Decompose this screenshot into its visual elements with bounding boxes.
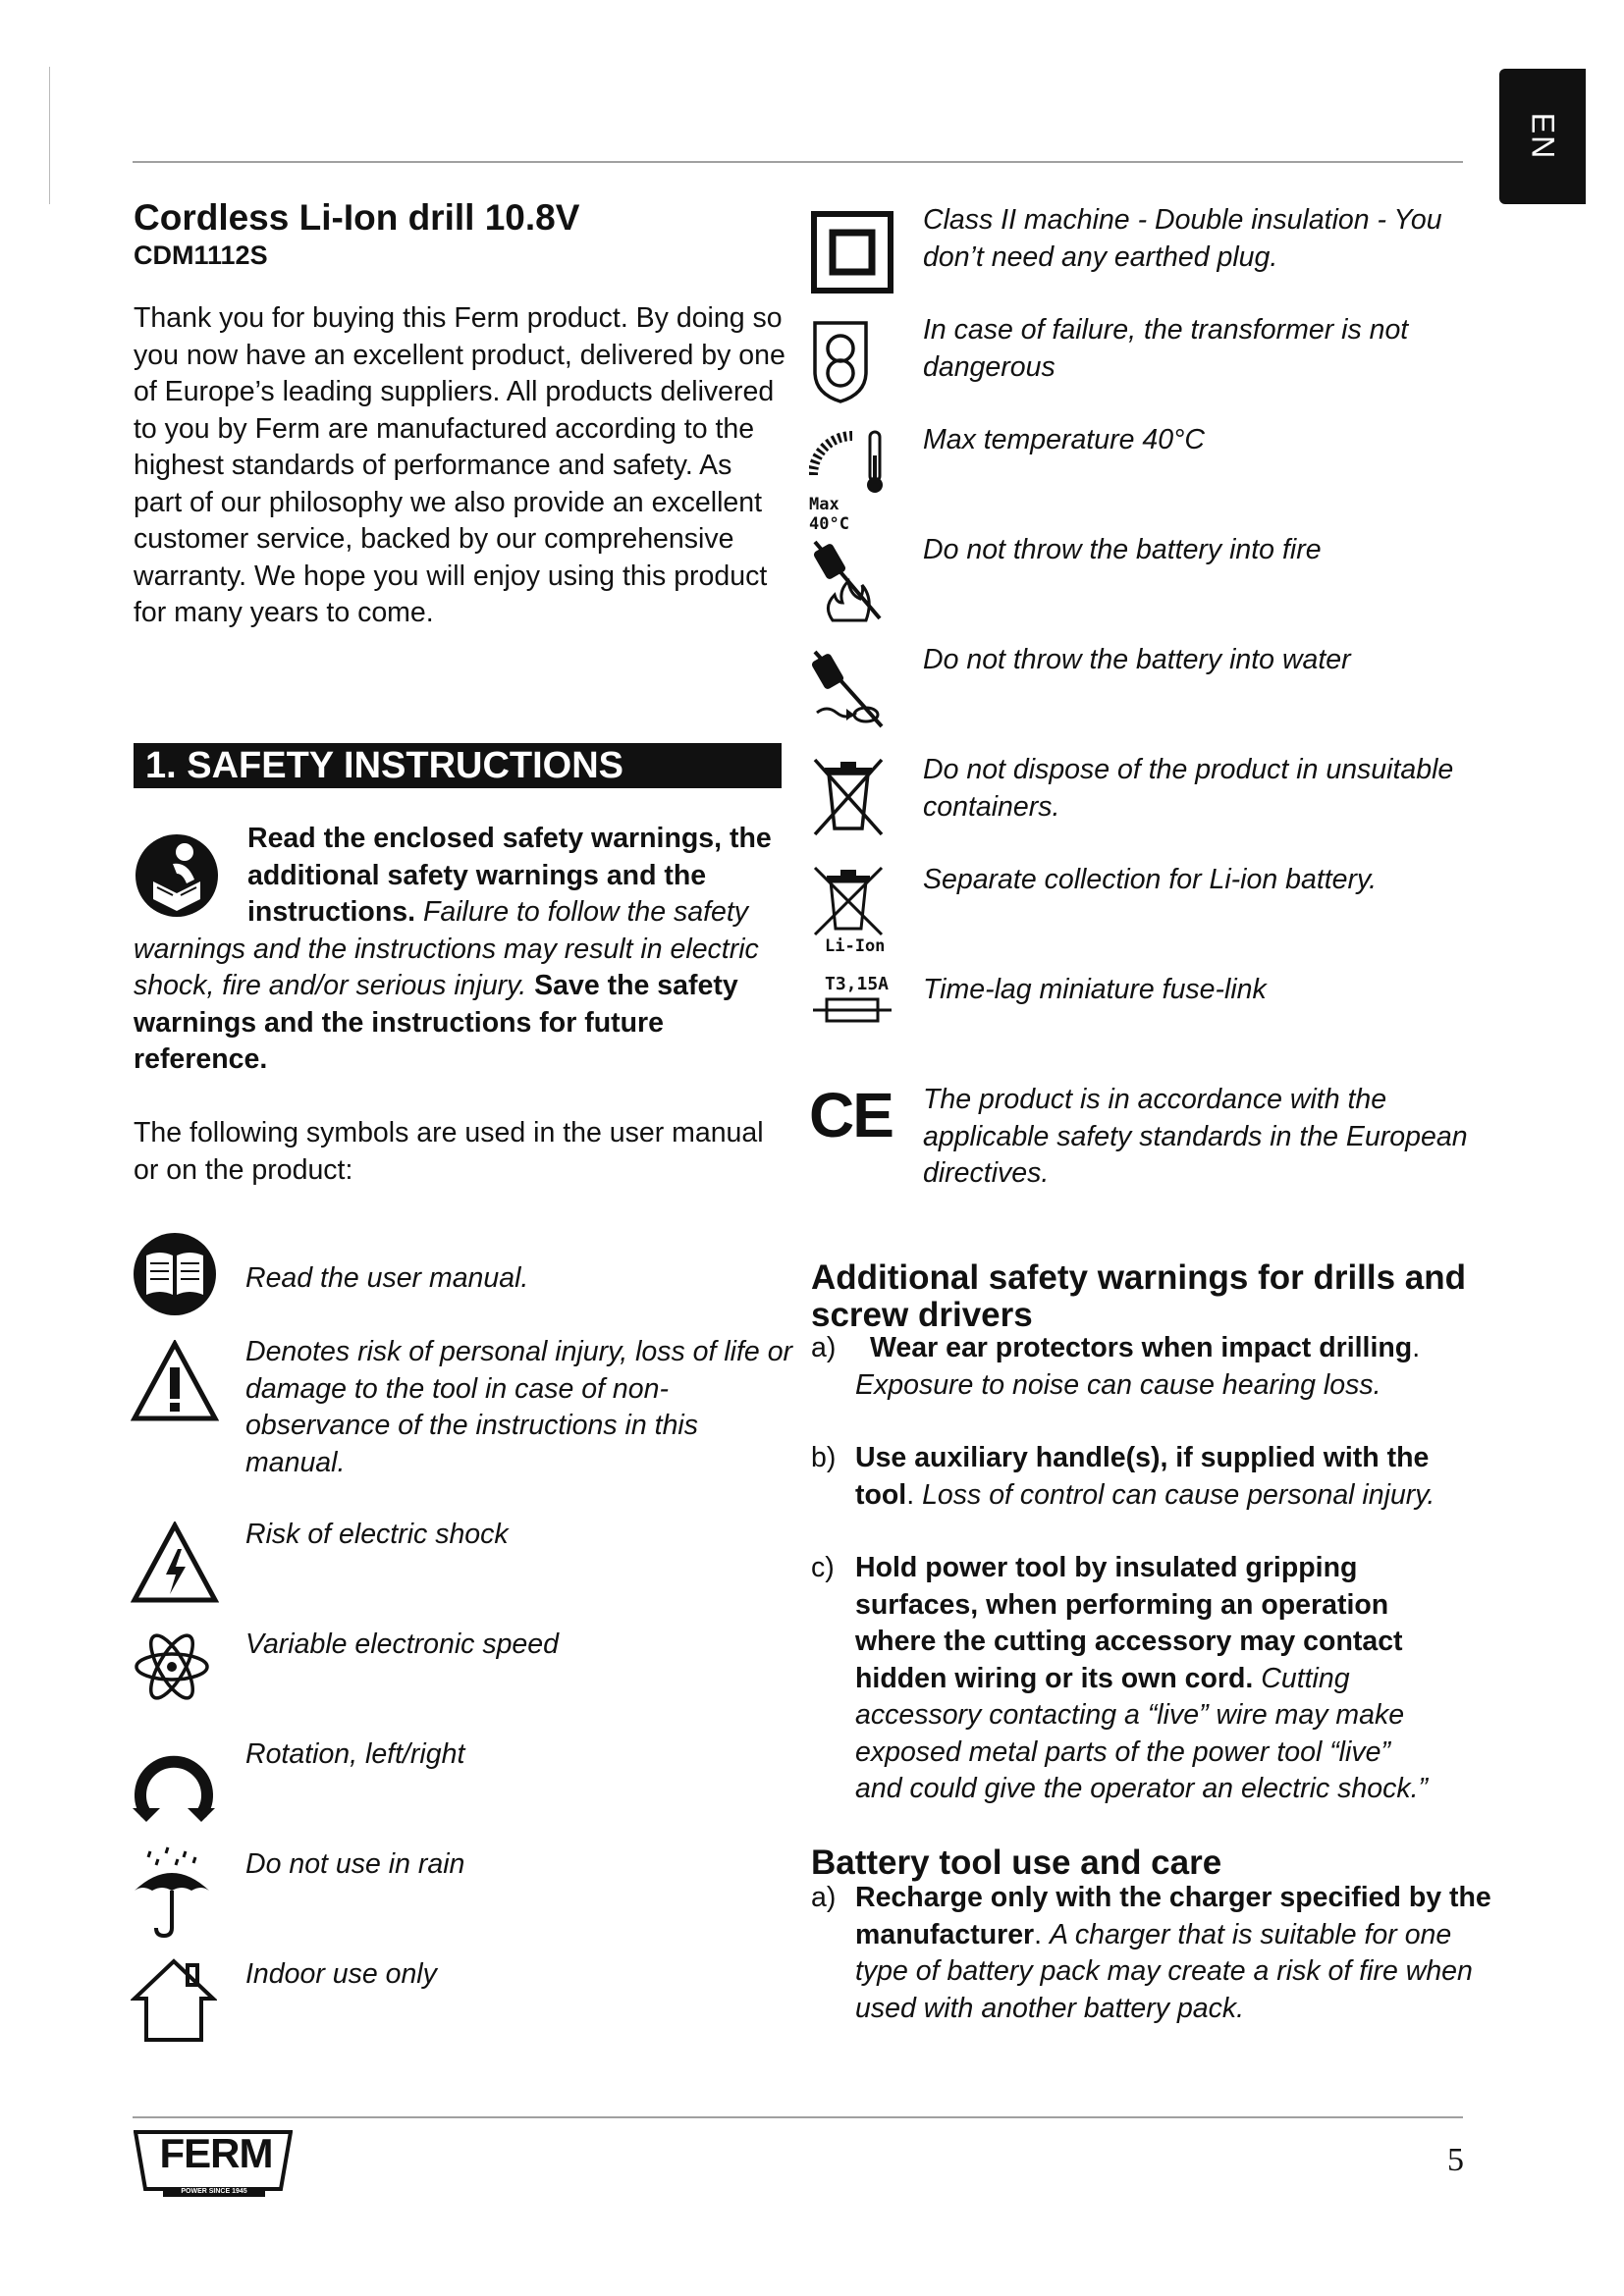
electric-shock-icon (131, 1522, 219, 1604)
additional-item-c (811, 1550, 1439, 1808)
item-bold: Recharge only with the charger specified by the manufacturer (855, 1882, 1491, 1950)
item-italic: Cutting accessory contacting a “live” wire may make exposed metal parts of the power tool “live” and could give the operator an electric shock.” (855, 1662, 1428, 1804)
crossed-bin-li-ion-icon (811, 866, 886, 958)
bin-icon (811, 866, 886, 936)
item-bold: Wear ear protectors when impact drilling (870, 1332, 1413, 1363)
warning-bold-1: Read the enclosed safety warnings, the additional safety warnings and the instructions. (247, 823, 772, 928)
product-title: Cordless Li-Ion drill 10.8V (134, 197, 580, 238)
margin-line (49, 67, 50, 204)
symbol-text-no-rain: Do not use in rain (245, 1848, 465, 1880)
symbol-text-max-temp: Max temperature 40°C (923, 424, 1206, 455)
fuse-symbol-icon (811, 995, 893, 1025)
symbol-text-transformer: In case of failure, the transformer is not dangerous (923, 314, 1409, 383)
item-punct: . (906, 1478, 923, 1511)
page-number: 5 (1447, 2142, 1464, 2178)
house-icon (131, 1955, 217, 2044)
symbol-text-rotation: Rotation, left/right (245, 1738, 465, 1770)
ferm-logo (134, 2128, 293, 2204)
no-fire-icon (809, 538, 886, 622)
item-marker: c) (811, 1552, 835, 1583)
fuse-icon (811, 974, 899, 1029)
symbol-text-variable-speed: Variable electronic speed (245, 1629, 559, 1660)
logo-text: FERM (159, 2130, 273, 2176)
read-manual-icon (134, 832, 220, 919)
item-body (870, 1330, 1489, 1367)
symbol-text-no-water: Do not throw the battery into water (923, 644, 1351, 675)
li-ion-label: Li-Ion (825, 936, 886, 956)
language-tab[interactable] (1499, 69, 1586, 204)
item-italic: Exposure to noise can cause hearing loss. (855, 1368, 1381, 1401)
ce-mark-icon: CE (809, 1080, 893, 1150)
logo-tagline: POWER SINCE 1945 (181, 2188, 247, 2195)
safety-transformer-icon (811, 319, 870, 403)
warning-triangle-icon (131, 1340, 219, 1422)
book-icon (133, 1232, 217, 1316)
item-bold: Hold power tool by insulated gripping surfaces, when performing an operation where the cutting accessory may contact hidden wiring or its own cord. (855, 1552, 1403, 1694)
item-marker: b) (811, 1442, 837, 1473)
item-bold: Use auxiliary handle(s), if supplied with the tool (855, 1442, 1430, 1511)
language-tab-label: EN (1525, 112, 1561, 161)
symbol-text-fuse: Time-lag miniature fuse-link (923, 974, 1267, 1005)
item-italic: A charger that is suitable for one type of battery pack may create a risk of fire when used with another battery pack. (855, 1918, 1473, 2024)
section-heading: 1. SAFETY INSTRUCTIONS (134, 743, 782, 788)
rotation-icon (131, 1739, 217, 1824)
item-body (855, 1880, 1498, 2027)
symbols-intro: The following symbols are used in the user manual or on the product: (134, 1117, 764, 1186)
symbol-text-class-ii: Class II machine - Double insulation - You don’t need any earthed plug. (923, 204, 1442, 273)
product-intro (134, 196, 786, 632)
max-temperature-icon (809, 428, 888, 534)
footer-rule (133, 2116, 1463, 2118)
crossed-bin-icon (811, 756, 886, 838)
max-temp-label: Max 40°C (809, 495, 849, 534)
symbol-text-li-ion: Separate collection for Li-ion battery. (923, 864, 1378, 895)
symbol-text-electric-shock: Risk of electric shock (245, 1519, 509, 1550)
item-italic: Loss of control can cause personal injury. (922, 1478, 1435, 1511)
intro-paragraph: Thank you for buying this Ferm product. By doing so you now have an excellent product, delivered by one of Europe’s leading suppliers. All products delivered to you by Ferm are manufactured according to the highest standards of performance and safety. As part of our philosophy we also provide an excellent customer service, backed by our comprehensive warranty. We hope you will enjoy using this product for many years to come. (134, 302, 785, 628)
battery-item-a (811, 1880, 1498, 2027)
symbol-text-risk-injury: Denotes risk of personal injury, loss of life or damage to the tool in case of non-observance of the instructions in this manual. (245, 1336, 793, 1478)
atom-icon (133, 1628, 211, 1706)
symbol-text-indoor: Indoor use only (245, 1958, 437, 1990)
fuse-label: T3,15A (825, 974, 890, 994)
item-marker: a) (811, 1332, 837, 1363)
double-insulation-icon (811, 211, 893, 294)
item-body (855, 1440, 1489, 1514)
additional-safety-heading: Additional safety warnings for drills and screw drivers (811, 1258, 1467, 1334)
additional-item-b (811, 1440, 1489, 1514)
warning-bold-2: Save the safety warnings and the instructions for future reference. (134, 970, 738, 1075)
item-marker: a) (811, 1882, 837, 1913)
header-rule (133, 161, 1463, 163)
symbol-text-bin: Do not dispose of the product in unsuitable containers. (923, 754, 1454, 823)
umbrella-rain-icon (131, 1845, 213, 1940)
battery-heading: Battery tool use and care (811, 1843, 1222, 1882)
thermometer-icon (809, 428, 888, 497)
safety-warning (134, 821, 786, 1079)
product-model: CDM1112S (134, 240, 268, 270)
no-water-icon (809, 648, 888, 730)
item-punct: . (1412, 1332, 1421, 1363)
additional-item-a (811, 1330, 1489, 1404)
symbol-text-no-fire: Do not throw the battery into fire (923, 534, 1322, 565)
symbol-text-ce: The product is in accordance with the applicable safety standards in the European directives. (923, 1084, 1468, 1189)
item-punct: . (1034, 1918, 1050, 1950)
item-body (855, 1550, 1439, 1808)
symbol-text-read-manual: Read the user manual. (245, 1262, 529, 1294)
warning-italic: Failure to follow the safety warnings and the instructions may result in electric shock, fire and/or serious injury. (134, 896, 759, 1001)
